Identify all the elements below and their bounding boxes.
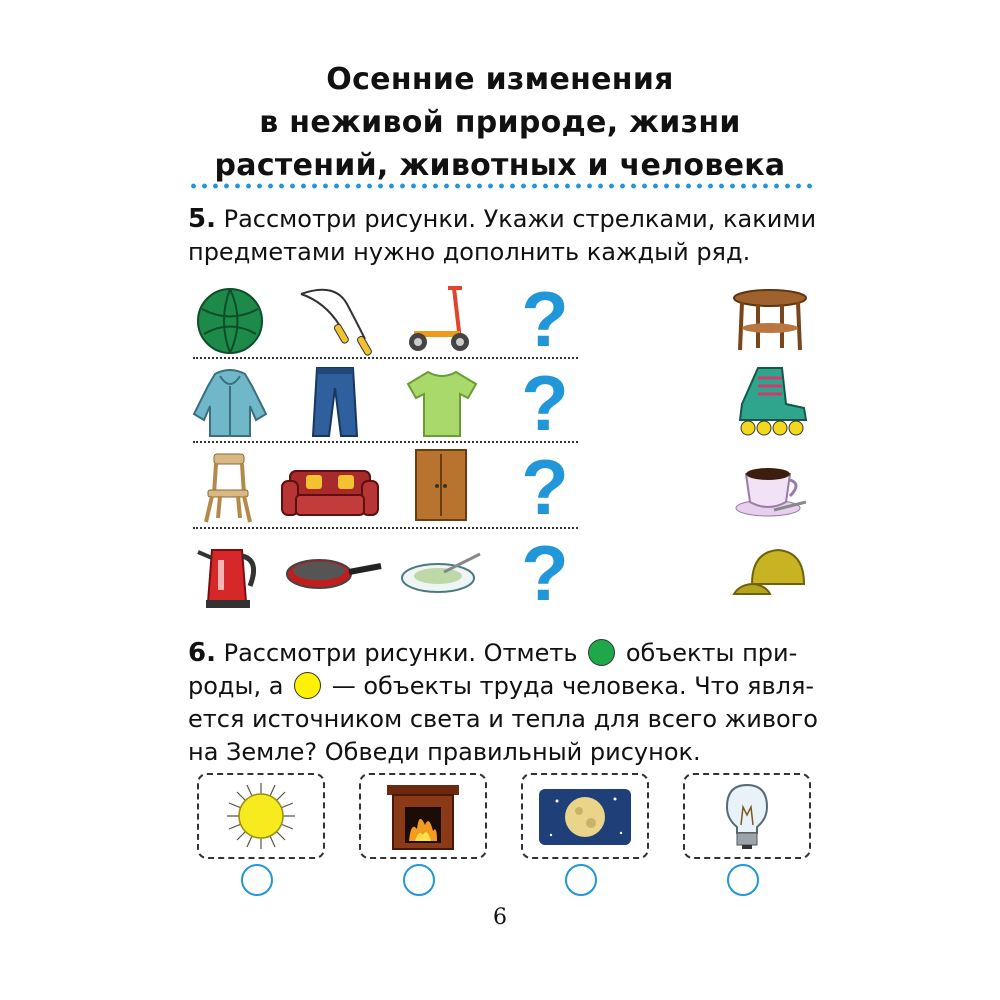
wardrobe-icon: [402, 448, 482, 523]
task-5-line-1: Рассмотри рисунки. Укажи стрелками, какими: [223, 205, 817, 233]
green-circle-icon: [588, 639, 615, 666]
sun-icon: [213, 781, 309, 851]
task-6-number: 6.: [188, 638, 216, 668]
row-separator-2: [193, 441, 578, 443]
dotted-divider: [188, 183, 818, 189]
option-bulb-frame[interactable]: [683, 773, 811, 859]
cap-icon: [730, 540, 810, 615]
table-icon: [730, 282, 810, 357]
roller-skate-icon: [730, 364, 810, 439]
task-5-line-2: предметами нужно дополнить каждый ряд.: [188, 238, 751, 266]
title-line-3: растений, животных и человека: [214, 148, 786, 183]
title-line-2: в неживой природе, жизни: [259, 105, 741, 140]
title-line-1: Осенние изменения: [326, 62, 674, 97]
page-number: 6: [493, 905, 507, 930]
question-mark-row-1: [505, 280, 585, 355]
task-5-instructions: [188, 203, 828, 269]
jeans-icon: [295, 364, 375, 439]
svg-text:?: ?: [521, 280, 569, 355]
row-separator-3: [193, 527, 578, 529]
moon-icon: [537, 781, 633, 851]
row-separator-1: [193, 357, 578, 359]
svg-text:?: ?: [521, 448, 569, 523]
coffee-cup-icon: [730, 450, 810, 525]
yellow-circle-icon: [294, 672, 321, 699]
task-6-line-3: ется источником света и тепла для всего живого: [188, 705, 818, 733]
answer-circle-bulb[interactable]: [727, 864, 759, 896]
svg-text:?: ?: [521, 364, 569, 439]
question-mark-row-2: [505, 364, 585, 439]
task-6-line-1b: объекты при-: [625, 639, 798, 667]
answer-circle-sun[interactable]: [241, 864, 273, 896]
question-mark-row-3: [505, 448, 585, 523]
plate-icon: [398, 540, 488, 610]
option-moon-frame[interactable]: [521, 773, 649, 859]
jump-rope-icon: [295, 284, 375, 359]
fireplace-icon: [375, 781, 471, 851]
frying-pan-icon: [283, 540, 383, 610]
answer-circle-fireplace[interactable]: [403, 864, 435, 896]
answer-circle-moon[interactable]: [565, 864, 597, 896]
task-6-line-4: на Земле? Обведи правильный рисунок.: [188, 738, 701, 766]
hoodie-icon: [190, 366, 270, 441]
task-6-line-2a: роды, а: [188, 672, 284, 700]
light-bulb-icon: [699, 781, 795, 851]
tshirt-icon: [402, 366, 482, 441]
question-mark-row-4: [505, 534, 585, 609]
scooter-icon: [402, 282, 482, 357]
chair-icon: [190, 450, 270, 525]
option-fireplace-frame[interactable]: [359, 773, 487, 859]
svg-text:?: ?: [521, 534, 569, 609]
task-6-instructions: [188, 637, 828, 769]
sofa-icon: [280, 455, 380, 525]
page-title: [0, 58, 1000, 187]
volleyball-icon: [190, 284, 270, 359]
task-5-number: 5.: [188, 204, 216, 234]
task-6-line-1a: Рассмотри рисунки. Отметь: [223, 639, 578, 667]
task-6-line-2b: — объекты труда человека. Что явля-: [331, 672, 815, 700]
option-sun-frame[interactable]: [197, 773, 325, 859]
kettle-icon: [190, 536, 270, 611]
